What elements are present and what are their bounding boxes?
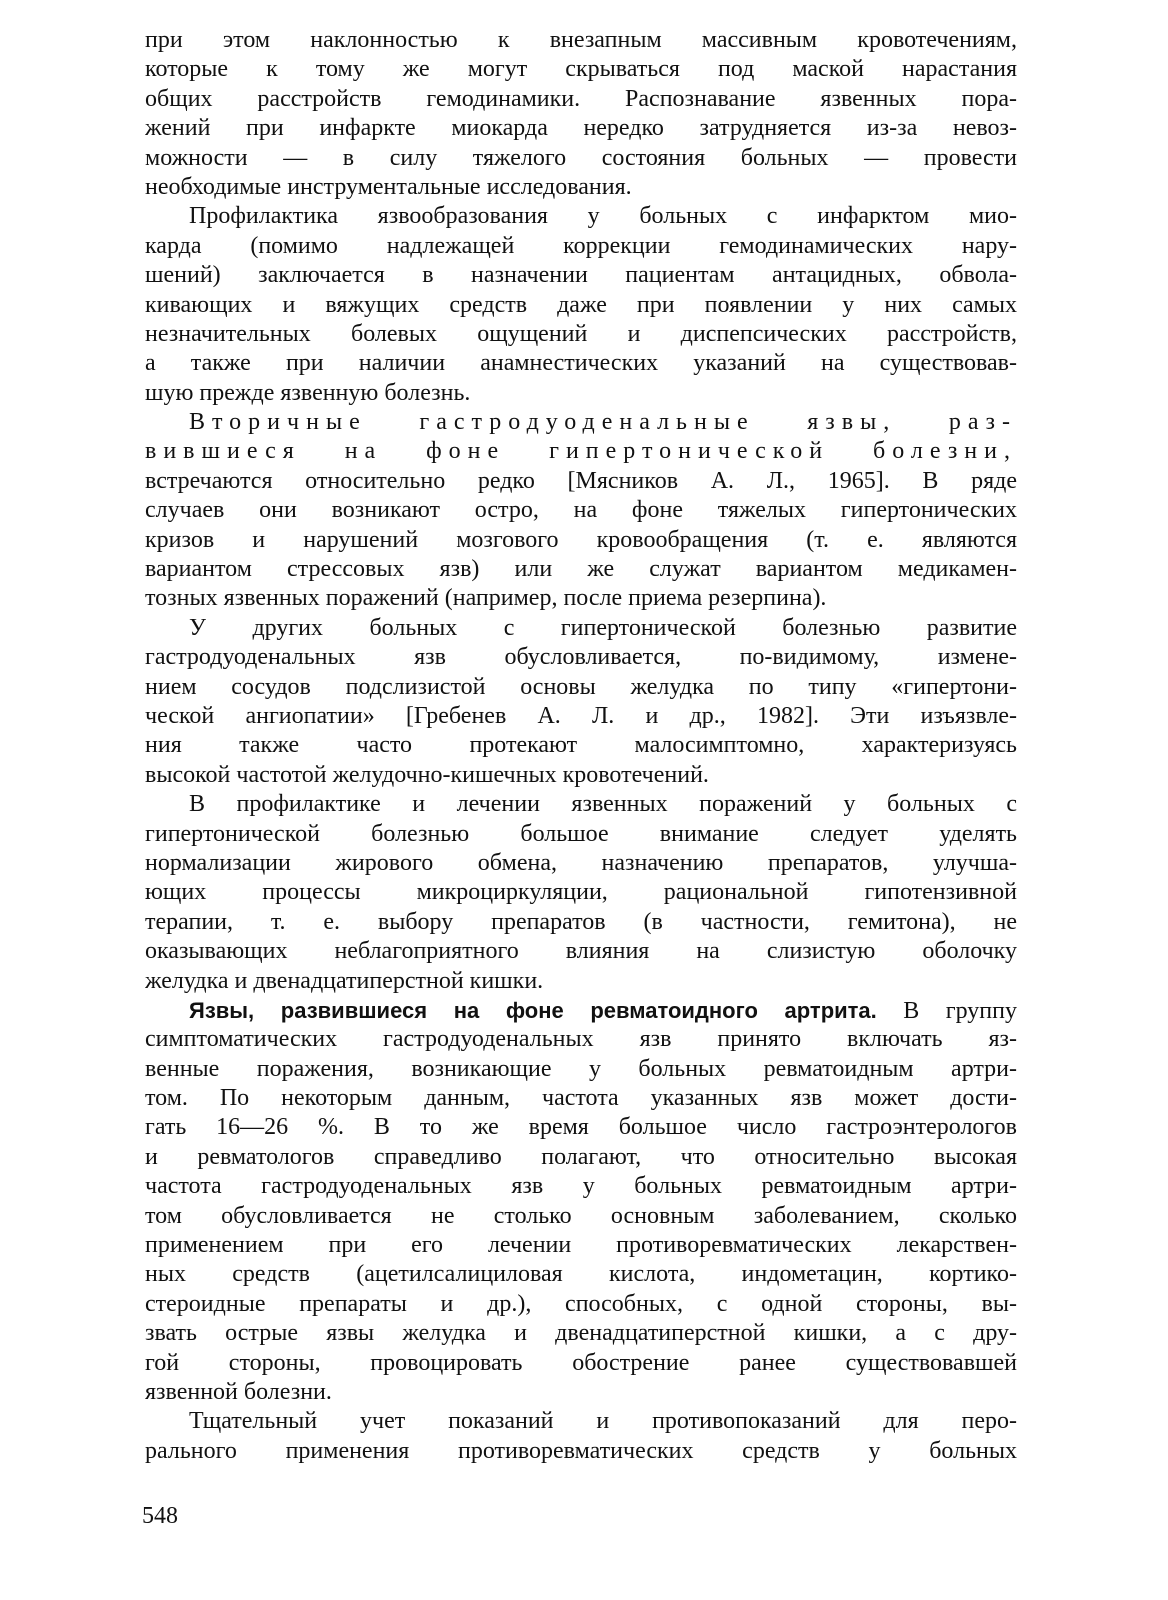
text-line: том. По некоторым данным, частота указанных язв может дости- [145,1085,1017,1112]
text-line: Профилактика язвообразования у больных с инфарктом мио- [189,203,1017,230]
paragraph-5 [145,790,1017,996]
text-line: гой стороны, провоцировать обострение ранее существовавшей [145,1349,1017,1376]
paragraph-3 [145,408,1017,614]
text-line: терапии, т. е. выбору препаратов (в частности, гемитона), не [145,908,1017,935]
text-line: гать 16—26 %. В то же время большое число гастроэнтерологов [145,1114,1017,1141]
text-line: звать острые язвы желудка и двенадцатиперстной кишки, а с дру- [145,1320,1017,1347]
text-line: а также при наличии анамнестических указаний на существовав- [145,350,1017,377]
section-heading: Язвы, развившиеся на фоне ревматоидного артрита. [189,997,877,1023]
text-line: вариантом стрессовых язв) или же служат вариантом медикамен- [145,556,1017,583]
text-line: шений) заключается в назначении пациентам антацидных, обвола- [145,262,1017,289]
text-line: высокой частотой желудочно-кишечных кровотечений. [145,761,709,788]
text-line: Тщательный учет показаний и противопоказаний для перо- [189,1408,1017,1435]
text-line: желудка и двенадцатиперстной кишки. [145,967,544,994]
spaced-heading-line [145,408,1017,437]
text-line: ющих процессы микроциркуляции, рациональной гипотензивной [145,879,1017,906]
text-line: симптоматических гастродуоденальных язв принято включать яз- [145,1026,1017,1053]
text-line: том обусловливается не столько основным заболеванием, сколько [145,1202,1017,1229]
text-line: незначительных болевых ощущений и диспепсических расстройств, [145,320,1017,347]
text-line: общих расстройств гемодинамики. Распознавание язвенных пора- [145,85,1017,112]
text-line: рального применения противоревматических средств у больных [145,1437,1017,1464]
spaced-heading-text: Вторичные гастродуоденальные язвы, раз- [189,409,1017,436]
text-line: можности — в силу тяжелого состояния больных — провести [145,144,1017,171]
text-line: ных средств (ацетилсалициловая кислота, индометацин, кортико- [145,1261,1017,1288]
paragraph-1 [145,26,1017,202]
text-line: ческой ангиопатии» [Гребенев А. Л. и др., 1982]. Эти изъязвле- [145,702,1017,729]
paragraph-6 [145,996,1017,1407]
text-line: встречаются относительно редко [Мясников А. Л., 1965]. В ряде [145,467,1017,494]
page-text [145,26,1017,1466]
text-line: частота гастродуоденальных язв у больных ревматоидным артри- [145,1173,1017,1200]
text-line: кивающих и вяжущих средств даже при появлении у них самых [145,291,1017,318]
text-line: ния также часто протекают малосимптомно, характеризуясь [145,732,1017,759]
paragraph-7 [145,1407,1017,1466]
text-line: применением при его лечении противоревматических лекарствен- [145,1232,1017,1259]
text-line: случаев они возникают остро, на фоне тяжелых гипертонических [145,497,1017,524]
section-heading-line [145,996,1017,1025]
section-heading-tail: В группу [876,997,1017,1024]
text-line: оказывающих неблагоприятного влияния на слизистую оболочку [145,938,1017,965]
text-line: при этом наклонностью к внезапным массивным кровотечениям, [145,27,1017,53]
paragraph-4 [145,614,1017,790]
text-line: тозных язвенных поражений (например, после приема резерпина). [145,585,827,612]
text-line: стероидные препараты и др.), способных, с одной стороны, вы- [145,1290,1017,1317]
spaced-heading-text: вившиеся на фоне гипертонической болезни, [145,438,1017,465]
text-line: жений при инфаркте миокарда нередко затрудняется из-за невоз- [145,115,1017,142]
text-line: В профилактике и лечении язвенных поражений у больных с [189,791,1017,818]
text-line: кризов и нарушений мозгового кровообращения (т. е. являются [145,526,1017,553]
text-line: гипертонической болезнью большое внимание следует уделять [145,820,1017,847]
text-line: гастродуоденальных язв обусловливается, по-видимому, измене- [145,644,1017,671]
text-line: необходимые инструментальные исследования. [145,173,632,200]
paragraph-2 [145,202,1017,408]
spaced-heading-line [145,437,1017,466]
text-line: венные поражения, возникающие у больных ревматоидным артри- [145,1055,1017,1082]
text-line: карда (помимо надлежащей коррекции гемодинамических нару- [145,232,1017,259]
text-line: язвенной болезни. [145,1378,332,1405]
text-line: и ревматологов справедливо полагают, что относительно высокая [145,1143,1017,1170]
text-line: которые к тому же могут скрываться под маской нарастания [145,56,1017,83]
text-line: нормализации жирового обмена, назначению препаратов, улучша- [145,849,1017,876]
text-line: шую прежде язвенную болезнь. [145,379,471,406]
page-number: 548 [142,1503,178,1529]
text-line: У других больных с гипертонической болезнью развитие [189,614,1017,641]
text-line: нием сосудов подслизистой основы желудка по типу «гипертони- [145,673,1017,700]
